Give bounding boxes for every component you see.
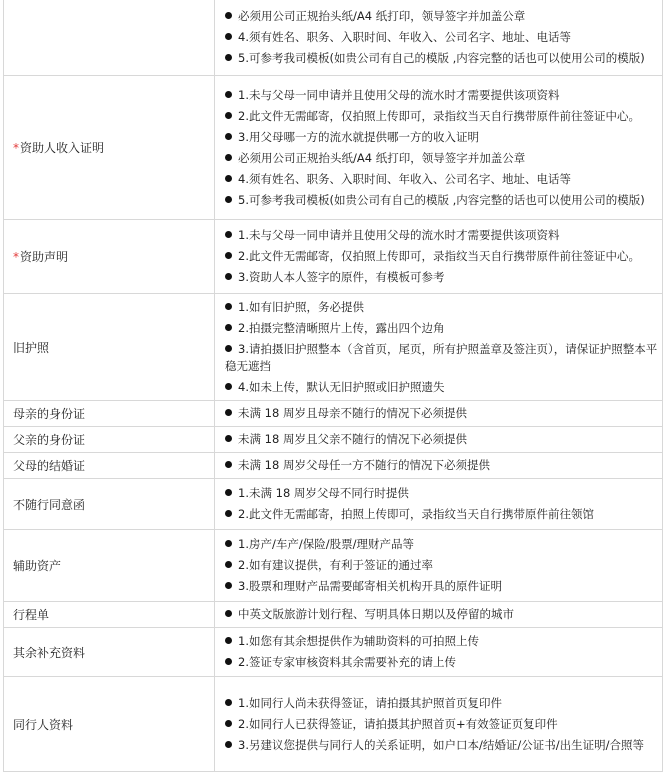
table-row (4, 530, 663, 602)
list-item-text: 1.如有旧护照，务必提供 (238, 299, 364, 314)
row-label-cell (4, 628, 215, 677)
list-item-text: 2.此文件无需邮寄，拍照上传即可，录指纹当天自行携带原件前往领馆 (238, 507, 594, 521)
row-label-cell (4, 453, 215, 479)
row-label: 父亲的身份证 (13, 433, 86, 447)
list-item-text: 1.未满 18 周岁父母不同行时提供 (238, 486, 409, 500)
required-asterisk: * (13, 250, 19, 264)
list-item (225, 483, 658, 504)
bullet-icon (225, 540, 232, 547)
bullet-icon (225, 658, 232, 665)
row-label: 资助人收入证明 (20, 141, 105, 155)
table-row (4, 427, 663, 453)
row-label: 资助声明 (20, 250, 69, 264)
row-label: 母亲的身份证 (13, 407, 86, 421)
list-item (225, 455, 658, 476)
list-item (225, 631, 658, 652)
list-item-text: 4.须有姓名、职务、入职时间、年收入、公司名字、地址、电话等 (238, 171, 571, 186)
bullet-icon (225, 91, 232, 98)
table-row (4, 220, 663, 294)
bullet-icon (225, 345, 232, 352)
list-item (225, 504, 658, 525)
bullet-icon (225, 435, 232, 442)
list-item (225, 27, 658, 48)
bullet-icon (225, 741, 232, 748)
list-item-text: 1.未与父母一同申请并且使用父母的流水时才需要提供该项资料 (238, 228, 560, 242)
requirements-table (3, 0, 663, 772)
list-item-text: 2.签证专家审核资料其余需要补充的请上传 (238, 655, 456, 669)
bullet-icon (225, 273, 232, 280)
row-content-cell (215, 479, 663, 530)
row-content-cell (215, 220, 663, 294)
list-item-text: 1.房产/车产/保险/股票/理财产品等 (238, 537, 414, 551)
row-content-cell (215, 76, 663, 220)
list-item (225, 246, 658, 267)
table-row (4, 602, 663, 628)
row-content-cell (215, 401, 663, 427)
list-item (225, 148, 658, 169)
bullet-icon (225, 252, 232, 259)
list-item (225, 576, 658, 597)
bullet-icon (225, 54, 232, 61)
bullet-icon (225, 33, 232, 40)
row-label-cell (4, 76, 215, 220)
list-item (225, 555, 658, 576)
bullet-icon (225, 699, 232, 706)
row-content-cell (215, 628, 663, 677)
row-content-cell (215, 294, 663, 401)
bullet-icon (225, 561, 232, 568)
list-item-text: 未满 18 周岁且父亲不随行的情况下必须提供 (238, 432, 467, 446)
list-item-text: 4.如未上传，默认无旧护照或旧护照遗失 (238, 379, 445, 394)
list-item-text: 2.如有建议提供，有利于签证的通过率 (238, 558, 433, 572)
table-row (4, 628, 663, 677)
list-item-text: 2.此文件无需邮寄，仅拍照上传即可，录指纹当天自行携带原件前往签证中心。 (238, 249, 640, 263)
bullet-icon (225, 112, 232, 119)
row-label: 同行人资料 (13, 717, 74, 732)
table-row (4, 294, 663, 401)
row-content-cell (215, 677, 663, 772)
list-item-text: 2.如同行人已获得签证，请拍摄其护照首页+有效签证页复印件 (238, 716, 558, 731)
list-item-text: 2.拍摄完整清晰照片上传，露出四个边角 (238, 320, 445, 335)
row-label-cell (4, 220, 215, 294)
bullet-icon (225, 637, 232, 644)
table-row (4, 479, 663, 530)
bullet-icon (225, 610, 232, 617)
list-item-text: 1.如同行人尚未获得签证，请拍摄其护照首页复印件 (238, 695, 502, 710)
row-content-cell (215, 530, 663, 602)
list-item-text: 未满 18 周岁父母任一方不随行的情况下必须提供 (238, 458, 490, 472)
row-label: 旧护照 (13, 340, 50, 355)
row-label-cell (4, 677, 215, 772)
row-label-cell (4, 602, 215, 628)
list-item-text: 1.未与父母一同申请并且使用父母的流水时才需要提供该项资料 (238, 87, 560, 102)
row-content-cell (215, 453, 663, 479)
bullet-icon (225, 154, 232, 161)
list-item-text: 3.股票和理财产品需要邮寄相关机构开具的原件证明 (238, 579, 502, 593)
list-item (225, 693, 658, 714)
row-label: 其余补充资料 (13, 645, 86, 660)
row-content-cell (215, 427, 663, 453)
list-item (225, 297, 658, 318)
row-label-cell (4, 294, 215, 401)
bullet-icon (225, 409, 232, 416)
row-label: 行程单 (13, 608, 50, 622)
list-item-text: 1.如您有其余想提供作为辅助资料的可拍照上传 (238, 634, 479, 648)
list-item (225, 85, 658, 106)
row-label-cell (4, 530, 215, 602)
list-item-text: 3.另建议您提供与同行人的关系证明，如户口本/结婚证/公证书/出生证明/合照等 (238, 737, 644, 752)
list-item (225, 6, 658, 27)
row-label-cell (4, 401, 215, 427)
bullet-icon (225, 461, 232, 468)
list-item (225, 534, 658, 555)
list-item-text: 2.此文件无需邮寄，仅拍照上传即可，录指纹当天自行携带原件前往签证中心。 (238, 108, 640, 123)
list-item (225, 127, 658, 148)
row-label: 辅助资产 (13, 559, 62, 573)
list-item (225, 377, 658, 398)
list-item-text: 5.可参考我司模板(如贵公司有自己的模版 ,内容完整的话也可以使用公司的模版) (238, 192, 645, 207)
list-item (225, 714, 658, 735)
table-row (4, 0, 663, 76)
row-content-cell (215, 602, 663, 628)
list-item (225, 318, 658, 339)
list-item (225, 652, 658, 673)
list-item (225, 403, 658, 424)
list-item-text: 4.须有姓名、职务、入职时间、年收入、公司名字、地址、电话等 (238, 30, 571, 44)
bullet-icon (225, 133, 232, 140)
list-item (225, 225, 658, 246)
list-item-text: 必须用公司正规抬头纸/A4 纸打印，领导签字并加盖公章 (238, 150, 526, 165)
bullet-icon (225, 12, 232, 19)
list-item-text: 必须用公司正规抬头纸/A4 纸打印，领导签字并加盖公章 (238, 9, 526, 23)
bullet-icon (225, 324, 232, 331)
table-row (4, 677, 663, 772)
list-item-text: 中英文版旅游计划行程、写明具体日期以及停留的城市 (238, 607, 514, 621)
row-label-cell (4, 0, 215, 76)
bullet-icon (225, 582, 232, 589)
row-label-cell (4, 479, 215, 530)
list-item (225, 267, 658, 288)
bullet-icon (225, 303, 232, 310)
list-item (225, 339, 658, 377)
bullet-icon (225, 510, 232, 517)
bullet-icon (225, 489, 232, 496)
required-asterisk: * (13, 141, 19, 155)
bullet-icon (225, 175, 232, 182)
bullet-icon (225, 383, 232, 390)
row-content-cell (215, 0, 663, 76)
list-item (225, 190, 658, 211)
list-item-text: 3.资助人本人签字的原件，有模板可参考 (238, 270, 445, 284)
list-item (225, 604, 658, 625)
list-item-text: 5.可参考我司模板(如贵公司有自己的模版 ,内容完整的话也可以使用公司的模版) (238, 51, 645, 65)
table-row (4, 76, 663, 220)
bullet-icon (225, 196, 232, 203)
list-item (225, 429, 658, 450)
list-item (225, 169, 658, 190)
list-item-text: 未满 18 周岁且母亲不随行的情况下必须提供 (238, 406, 467, 420)
list-item (225, 48, 658, 69)
list-item (225, 735, 658, 756)
row-label: 父母的结婚证 (13, 459, 86, 473)
bullet-icon (225, 720, 232, 727)
list-item-text: 3.请拍摄旧护照整本（含首页，尾页，所有护照盖章及签注页），请保证护照整本平稳无遮挡 (225, 341, 658, 373)
list-item-text: 3.用父母哪一方的流水就提供哪一方的收入证明 (238, 129, 479, 144)
bullet-icon (225, 231, 232, 238)
list-item (225, 106, 658, 127)
row-label-cell (4, 427, 215, 453)
table-row (4, 453, 663, 479)
row-label: 不随行同意函 (13, 497, 86, 512)
table-row (4, 401, 663, 427)
